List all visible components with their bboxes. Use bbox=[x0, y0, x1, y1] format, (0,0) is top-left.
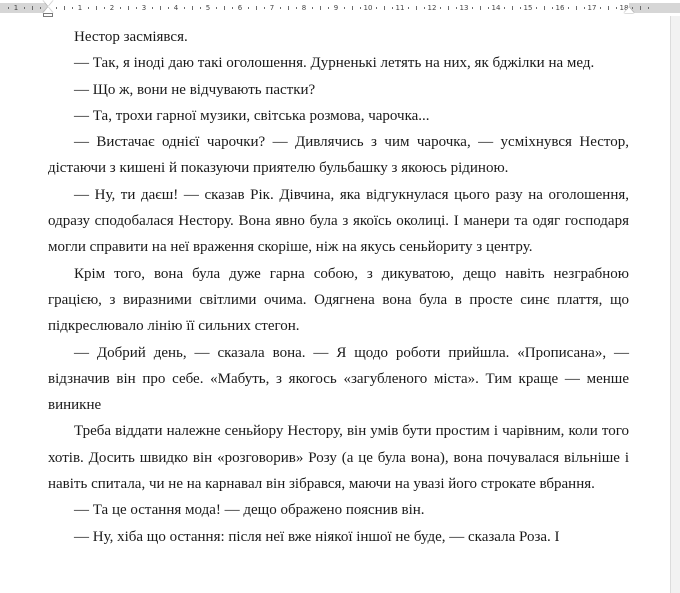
ruler-tick bbox=[344, 7, 345, 9]
paragraph: — Вистачає однієї чарочки? — Дивлячись з чим чарочка, — усміхнувся Нестор, дістаючи з кишені й показуючи приятелю бульбашку з якоюсь рідиною. bbox=[48, 134, 629, 177]
ruler-tick bbox=[72, 7, 73, 9]
ruler-tick bbox=[120, 7, 121, 9]
ruler-tick bbox=[216, 7, 217, 9]
ruler-number: 16 bbox=[555, 4, 565, 12]
right-indent-marker[interactable] bbox=[624, 7, 634, 13]
ruler-number: 2 bbox=[109, 4, 115, 12]
paragraph: — Ну, хіба що остання: після неї вже ніякої іншої не буде, — сказала Роза. І bbox=[74, 528, 560, 545]
ruler-tick bbox=[360, 7, 361, 9]
horizontal-ruler[interactable] bbox=[0, 0, 680, 16]
left-indent-marker[interactable] bbox=[43, 13, 53, 17]
ruler-tick bbox=[448, 6, 449, 10]
paragraph: — Добрий день, — сказала вона. — Я щодо роботи прийшла. «Прописана», — відзначив він про себе. «Мабуть, з якогось «загубленого міста». Тим краще — менше виникне bbox=[48, 344, 629, 414]
ruler-tick bbox=[384, 6, 385, 10]
ruler-tick bbox=[416, 6, 417, 10]
ruler-tick bbox=[232, 7, 233, 9]
ruler-tick bbox=[328, 7, 329, 9]
ruler-number: 1 bbox=[77, 4, 83, 12]
ruler-tick bbox=[616, 7, 617, 9]
ruler-tick bbox=[456, 7, 457, 9]
ruler-tick bbox=[296, 7, 297, 9]
ruler-tick bbox=[312, 7, 313, 9]
ruler-tick bbox=[600, 7, 601, 9]
ruler-tick bbox=[256, 6, 257, 10]
ruler-number: 18 bbox=[619, 4, 629, 12]
ruler-tick bbox=[264, 7, 265, 9]
ruler-tick bbox=[24, 7, 25, 9]
ruler-number: 4 bbox=[173, 4, 179, 12]
ruler-tick bbox=[288, 6, 289, 10]
ruler-number: 6 bbox=[237, 4, 243, 12]
ruler-tick bbox=[224, 6, 225, 10]
document-body[interactable] bbox=[48, 24, 629, 550]
ruler-number: 3 bbox=[141, 4, 147, 12]
ruler-number: 14 bbox=[491, 4, 501, 12]
ruler-number: 9 bbox=[333, 4, 339, 12]
ruler-tick bbox=[184, 7, 185, 9]
ruler-number: 10 bbox=[363, 4, 373, 12]
ruler-tick bbox=[376, 7, 377, 9]
ruler-tick bbox=[56, 7, 57, 9]
ruler-tick bbox=[192, 6, 193, 10]
ruler-tick bbox=[168, 7, 169, 9]
ruler-tick bbox=[472, 7, 473, 9]
ruler-tick bbox=[544, 6, 545, 10]
paragraph: Крім того, вона була дуже гарна собою, з дикуватою, дещо навіть незграбною грацією, з виразними світлими очима. Одягнена вона була в просте синє плаття, що підкреслювало лінію її сильних стегон. bbox=[48, 265, 629, 335]
paragraph: — Ну, ти даєш! — сказав Рік. Дівчина, яка відгукнулася цього разу на оголошення, одразу сподобалася Нестору. Вона явно була з якоїсь околиці. І манери та одяг господаря могли справити на неї враження скоріше, ніж на якусь сеньйориту з центру. bbox=[48, 186, 629, 256]
ruler-number: 17 bbox=[587, 4, 597, 12]
ruler-tick bbox=[32, 6, 33, 10]
document-page[interactable] bbox=[0, 18, 668, 593]
ruler-tick bbox=[608, 6, 609, 10]
ruler-number: 15 bbox=[523, 4, 533, 12]
ruler-tick bbox=[552, 7, 553, 9]
ruler-tick bbox=[104, 7, 105, 9]
ruler-tick bbox=[320, 6, 321, 10]
ruler-tick bbox=[280, 7, 281, 9]
ruler-tick bbox=[128, 6, 129, 10]
ruler-tick bbox=[640, 6, 641, 10]
paragraph: Нестор засміявся. bbox=[74, 29, 188, 45]
ruler-tick bbox=[480, 6, 481, 10]
vertical-scrollbar-strip[interactable] bbox=[670, 16, 680, 593]
ruler-tick bbox=[40, 7, 41, 9]
paragraph: — Та, трохи гарної музики, світська розмова, чарочка... bbox=[74, 107, 430, 124]
ruler-tick bbox=[424, 7, 425, 9]
ruler-number: 11 bbox=[395, 4, 405, 12]
ruler-tick bbox=[64, 6, 65, 10]
ruler-right-margin bbox=[629, 3, 680, 13]
ruler-number: 1 bbox=[13, 4, 19, 12]
paragraph: Треба віддати належне сеньйору Нестору, він умів бути простим і чарівним, коли того хотів. Досить швидко він «розговорив» Розу (а це була вона), вона почувалася вільніше і навіть спитала, чи не на карнавал він зібрався, маючи на увазі його строкате вбрання. bbox=[48, 423, 629, 493]
ruler-tick bbox=[440, 7, 441, 9]
ruler-tick bbox=[512, 6, 513, 10]
ruler-tick bbox=[488, 7, 489, 9]
ruler-tick bbox=[584, 7, 585, 9]
ruler-number: 5 bbox=[205, 4, 211, 12]
ruler-tick bbox=[536, 7, 537, 9]
ruler-tick bbox=[568, 7, 569, 9]
ruler-tick bbox=[576, 6, 577, 10]
paragraph: — Та це остання мода! — дещо ображено пояснив він. bbox=[74, 502, 425, 519]
first-line-indent-marker[interactable] bbox=[43, 0, 53, 6]
ruler-tick bbox=[392, 7, 393, 9]
ruler-number: 12 bbox=[427, 4, 437, 12]
ruler-tick bbox=[248, 7, 249, 9]
ruler-tick bbox=[160, 6, 161, 10]
ruler-tick bbox=[352, 6, 353, 10]
ruler-tick bbox=[520, 7, 521, 9]
ruler-tick bbox=[200, 7, 201, 9]
paragraph: — Що ж, вони не відчувають пастки? bbox=[74, 81, 316, 98]
ruler-number: 7 bbox=[269, 4, 275, 12]
ruler-tick bbox=[96, 6, 97, 10]
ruler-tick bbox=[8, 7, 9, 9]
ruler-number: 13 bbox=[459, 4, 469, 12]
ruler-tick bbox=[408, 7, 409, 9]
ruler-tick bbox=[648, 7, 649, 9]
ruler-tick bbox=[136, 7, 137, 9]
ruler-tick bbox=[152, 7, 153, 9]
ruler-tick bbox=[504, 7, 505, 9]
paragraph: — Так, я іноді даю такі оголошення. Дурненькі летять на них, як бджілки на мед. bbox=[74, 55, 595, 72]
ruler-tick bbox=[88, 7, 89, 9]
ruler-number: 8 bbox=[301, 4, 307, 12]
